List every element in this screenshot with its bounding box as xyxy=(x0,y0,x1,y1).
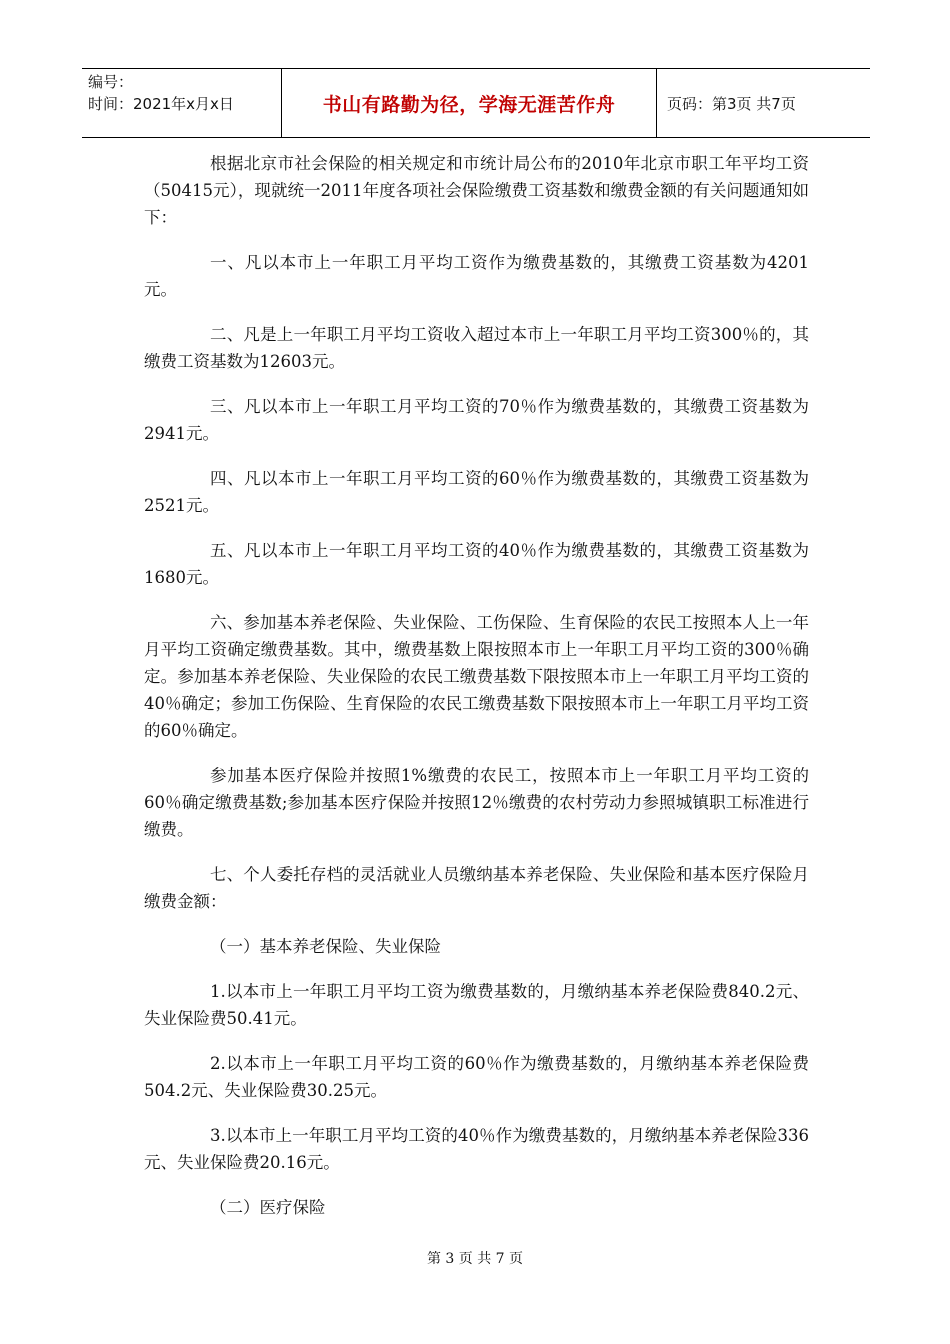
paragraph-pension-3: 3.以本市上一年职工月平均工资的40％作为缴费基数的，月缴纳基本养老保险336元、失业保险费20.16元。 xyxy=(144,1126,809,1172)
subheading-medical: （二）医疗保险 xyxy=(210,1198,326,1217)
paragraph-item-2: 二、凡是上一年职工月平均工资收入超过本市上一年职工月平均工资300％的，其缴费工资基数为12603元。 xyxy=(144,325,809,371)
page-footer: 第 3 页 共 7 页 xyxy=(426,1251,524,1267)
paragraph-item-6: 六、参加基本养老保险、失业保险、工伤保险、生育保险的农民工按照本人上一年月平均工资确定缴费基数。其中，缴费基数上限按照本市上一年职工月平均工资的300％确定。参加基本养老保险、失业保险的农民工缴费基数下限按照本市上一年职工月平均工资的40％确定；参加工伤保险、生育保险的农民工缴费基数下限按照本市上一年职工月平均工资的60％确定。 xyxy=(144,613,809,740)
paragraph-item-5: 五、凡以本市上一年职工月平均工资的40％作为缴费基数的，其缴费工资基数为1680元。 xyxy=(144,541,809,587)
paragraph-item-3: 三、凡以本市上一年职工月平均工资的70％作为缴费基数的，其缴费工资基数为2941元。 xyxy=(144,397,809,443)
time-label: 时间：2021年x月x日 xyxy=(88,95,234,113)
header-meta xyxy=(82,69,282,137)
paragraph-pension-2: 2.以本市上一年职工月平均工资的60％作为缴费基数的，月缴纳基本养老保险费504.2元、失业保险费30.25元。 xyxy=(144,1054,809,1100)
paragraph-pension-1: 1.以本市上一年职工月平均工资为缴费基数的，月缴纳基本养老保险费840.2元、失业保险费50.41元。 xyxy=(144,982,809,1028)
document-header xyxy=(82,68,870,138)
subheading-pension: （一）基本养老保险、失业保险 xyxy=(210,937,441,956)
number-label: 编号： xyxy=(88,73,134,91)
paragraph-medical-note: 参加基本医疗保险并按照1%缴费的农民工，按照本市上一年职工月平均工资的60％确定缴费基数;参加基本医疗保险并按照12％缴费的农村劳动力参照城镇职工标准进行缴费。 xyxy=(144,766,809,839)
paragraph-item-4: 四、凡以本市上一年职工月平均工资的60％作为缴费基数的，其缴费工资基数为2521元。 xyxy=(144,469,809,515)
paragraph-item-7: 七、个人委托存档的灵活就业人员缴纳基本养老保险、失业保险和基本医疗保险月缴费金额： xyxy=(144,865,809,911)
paragraph-item-1: 一、凡以本市上一年职工月平均工资作为缴费基数的，其缴费工资基数为4201元。 xyxy=(144,253,809,299)
header-page-label: 页码：第3页 共7页 xyxy=(667,94,796,113)
document-body xyxy=(144,150,809,1239)
paragraph-intro: 根据北京市社会保险的相关规定和市统计局公布的2010年北京市职工年平均工资（50415元），现就统一2011年度各项社会保险缴费工资基数和缴费金额的有关问题通知如下： xyxy=(144,154,809,227)
header-motto: 书山有路勤为径，学海无涯苦作舟 xyxy=(282,69,657,137)
